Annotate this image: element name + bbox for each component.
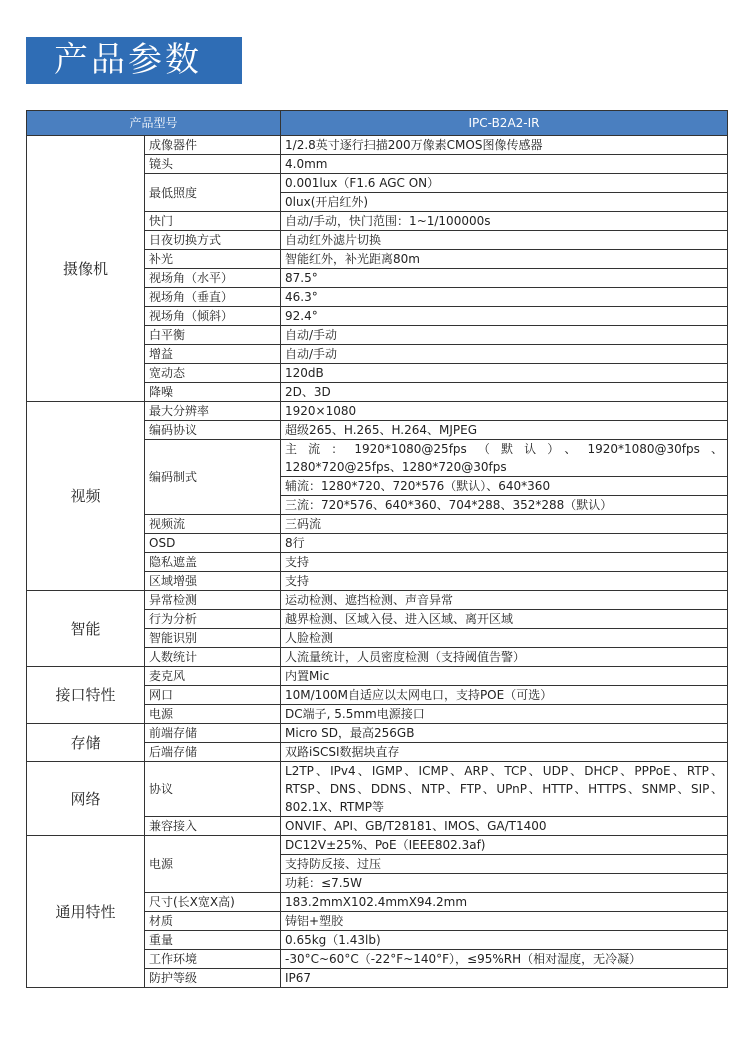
param-name-cell: 最低照度 (145, 174, 281, 212)
param-value-cell: 人脸检测 (281, 629, 728, 648)
param-name-cell: 后端存储 (145, 743, 281, 762)
param-value-cell: 人流量统计，人员密度检测（支持阈值告警） (281, 648, 728, 667)
table-row (27, 724, 728, 743)
param-value-cell: 智能红外，补光距离80m (281, 250, 728, 269)
table-row (27, 762, 728, 817)
param-name-cell: 智能识别 (145, 629, 281, 648)
param-name-cell: 视场角（水平） (145, 269, 281, 288)
category-cell: 网络 (27, 762, 145, 836)
param-name-cell: 行为分析 (145, 610, 281, 629)
param-value-cell: 自动/手动 (281, 345, 728, 364)
param-name-cell: 尺寸(长X宽X高) (145, 893, 281, 912)
param-name-cell: 协议 (145, 762, 281, 817)
page-title: 产品参数 (26, 37, 242, 84)
param-name-cell: 镜头 (145, 155, 281, 174)
table-row (27, 402, 728, 421)
param-name-cell: OSD (145, 534, 281, 553)
param-name-cell: 增益 (145, 345, 281, 364)
param-name-cell: 最大分辨率 (145, 402, 281, 421)
param-value-cell: 46.3° (281, 288, 728, 307)
param-value-cell: 自动/手动，快门范围：1~1/100000s (281, 212, 728, 231)
spec-table (26, 110, 728, 988)
param-name-cell: 防护等级 (145, 969, 281, 988)
param-value-cell: 支持防反接、过压 (281, 855, 728, 874)
category-cell: 摄像机 (27, 136, 145, 402)
param-name-cell: 电源 (145, 836, 281, 893)
param-value-cell: 运动检测、遮挡检测、声音异常 (281, 591, 728, 610)
param-name-cell: 日夜切换方式 (145, 231, 281, 250)
spec-table-body (27, 111, 728, 988)
param-value-cell: 自动/手动 (281, 326, 728, 345)
param-name-cell: 隐私遮盖 (145, 553, 281, 572)
param-value-cell: 0lux(开启红外) (281, 193, 728, 212)
param-name-cell: 材质 (145, 912, 281, 931)
param-value-cell: 超级265、H.265、H.264、MJPEG (281, 421, 728, 440)
param-value-cell: 辅流：1280*720、720*576（默认）、640*360 (281, 477, 728, 496)
param-name-cell: 视场角（倾斜） (145, 307, 281, 326)
param-value-cell: 2D、3D (281, 383, 728, 402)
param-value-cell: 1920×1080 (281, 402, 728, 421)
param-name-cell: 电源 (145, 705, 281, 724)
param-value-cell: 120dB (281, 364, 728, 383)
param-value-cell: IP67 (281, 969, 728, 988)
category-cell: 视频 (27, 402, 145, 591)
model-label: 产品型号 (27, 111, 281, 136)
param-value-cell: Micro SD，最高256GB (281, 724, 728, 743)
param-value-cell: DC端子, 5.5mm电源接口 (281, 705, 728, 724)
param-value-cell: 10M/100M自适应以太网电口，支持POE（可选） (281, 686, 728, 705)
param-name-cell: 视场角（垂直） (145, 288, 281, 307)
param-name-cell: 视频流 (145, 515, 281, 534)
param-name-cell: 快门 (145, 212, 281, 231)
table-row (27, 591, 728, 610)
param-value-cell: -30°C~60°C（-22°F~140°F），≤95%RH（相对湿度，无冷凝） (281, 950, 728, 969)
table-row (27, 836, 728, 855)
param-name-cell: 编码制式 (145, 440, 281, 515)
param-name-cell: 编码协议 (145, 421, 281, 440)
param-value-cell: 183.2mmX102.4mmX94.2mm (281, 893, 728, 912)
param-name-cell: 网口 (145, 686, 281, 705)
param-value-cell: 三码流 (281, 515, 728, 534)
category-cell: 存储 (27, 724, 145, 762)
param-value-cell: 内置Mic (281, 667, 728, 686)
param-value-cell: 8行 (281, 534, 728, 553)
param-name-cell: 前端存储 (145, 724, 281, 743)
param-value-cell: 0.001lux（F1.6 AGC ON） (281, 174, 728, 193)
category-cell: 通用特性 (27, 836, 145, 988)
param-value-cell: 三流：720*576、640*360、704*288、352*288（默认） (281, 496, 728, 515)
model-value: IPC-B2A2-IR (281, 111, 728, 136)
param-value-cell: ONVIF、API、GB/T28181、IMOS、GA/T1400 (281, 817, 728, 836)
param-value-cell: 双路iSCSI数据块直存 (281, 743, 728, 762)
param-name-cell: 成像器件 (145, 136, 281, 155)
param-value-cell: DC12V±25%、PoE（IEEE802.3af) (281, 836, 728, 855)
param-value-cell: 支持 (281, 553, 728, 572)
param-name-cell: 降噪 (145, 383, 281, 402)
param-value-cell: 87.5° (281, 269, 728, 288)
param-value-cell: 支持 (281, 572, 728, 591)
param-name-cell: 兼容接入 (145, 817, 281, 836)
param-name-cell: 工作环境 (145, 950, 281, 969)
table-row (27, 136, 728, 155)
param-value-cell: 0.65kg（1.43lb) (281, 931, 728, 950)
param-value-cell: 铸铝+塑胶 (281, 912, 728, 931)
param-value-cell: 4.0mm (281, 155, 728, 174)
param-name-cell: 区域增强 (145, 572, 281, 591)
param-value-cell: L2TP、IPv4、IGMP、ICMP、ARP、TCP、UDP、DHCP、PPPoE、RTP、RTSP、DNS、DDNS、NTP、FTP、UPnP、HTTP、HTTPS、SNMP、SIP、802.1X、RTMP等 (281, 762, 728, 817)
param-name-cell: 补光 (145, 250, 281, 269)
category-cell: 智能 (27, 591, 145, 667)
param-name-cell: 重量 (145, 931, 281, 950)
param-value-cell: 自动红外滤片切换 (281, 231, 728, 250)
param-name-cell: 白平衡 (145, 326, 281, 345)
table-row (27, 667, 728, 686)
param-name-cell: 异常检测 (145, 591, 281, 610)
param-value-cell: 功耗：≤7.5W (281, 874, 728, 893)
param-value-cell: 1/2.8英寸逐行扫描200万像素CMOS图像传感器 (281, 136, 728, 155)
param-name-cell: 麦克风 (145, 667, 281, 686)
table-header-row (27, 111, 728, 136)
param-value-cell: 92.4° (281, 307, 728, 326)
param-name-cell: 人数统计 (145, 648, 281, 667)
category-cell: 接口特性 (27, 667, 145, 724)
param-value-cell: 主流：1920*1080@25fps（默认）、1920*1080@30fps、1280*720@25fps、1280*720@30fps (281, 440, 728, 477)
param-value-cell: 越界检测、区域入侵、进入区域、离开区域 (281, 610, 728, 629)
param-name-cell: 宽动态 (145, 364, 281, 383)
